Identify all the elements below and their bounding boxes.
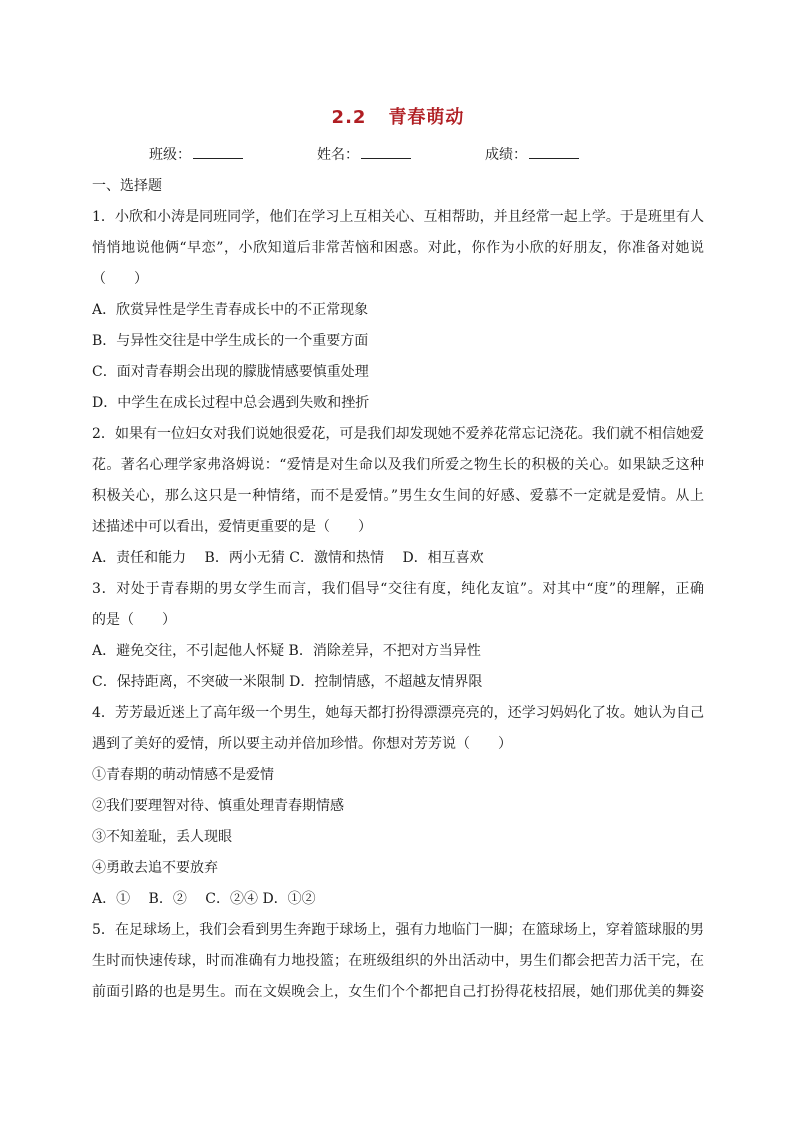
q4-statement-3: ③不知羞耻，丢人现眼 (92, 829, 232, 845)
q1-stem-line-2: 悄悄地说他俩“早恋”，小欣知道后非常苦恼和困惑。对此，你作为小欣的好朋友，你准备对她说 (92, 240, 704, 256)
q1-option-d[interactable]: D．中学生在成长过程中总会遇到失败和挫折 (92, 395, 370, 411)
q3-options-ab[interactable]: A．避免交往，不引起他人怀疑 B．消除差异，不把对方当异性 (92, 643, 481, 659)
q5-stem-line-3: 前面引路的也是男生。而在文娱晚会上，女生们个个都把自己打扮得花枝招展，她们那优美的舞姿 (92, 984, 704, 1000)
q3-options-cd[interactable]: C．保持距离，不突破一米限制 D．控制情感，不超越友情界限 (92, 674, 483, 690)
lesson-number: 2.2 (331, 107, 367, 128)
section-heading: 一、选择题 (92, 178, 162, 194)
q1-option-b[interactable]: B．与异性交往是中学生成长的一个重要方面 (92, 333, 369, 349)
q3-stem-line-1: 3．对处于青春期的男女学生而言，我们倡导“交往有度，纯化友谊”。对其中“度”的理解，正确 (92, 581, 704, 597)
score-blank[interactable] (529, 144, 579, 159)
q2-stem-line-3: 积极关心，那么这只是一种情绪，而不是爱情。”男生女生间的好感、爱慕不一定就是爱情。从上 (92, 488, 704, 504)
q5-stem-line-1: 5．在足球场上，我们会看到男生奔跑于球场上，强有力地临门一脚；在篮球场上，穿着篮球服的男 (92, 922, 704, 938)
name-blank[interactable] (361, 144, 411, 159)
q2-options[interactable]: A．责任和能力 B．两小无猜 C．激情和热情 D．相互喜欢 (92, 550, 484, 566)
q4-statement-2: ②我们要理智对待、慎重处理青春期情感 (92, 798, 344, 814)
question-list (92, 176, 704, 1013)
q4-options[interactable]: A．① B．② C．②④ D．①② (92, 891, 316, 907)
name-field (317, 144, 411, 164)
q1-stem-line-3: （ ） (92, 271, 148, 287)
q3-stem-line-2: 的是（ ） (92, 612, 176, 628)
class-label: 班级： (149, 147, 191, 163)
name-label: 姓名： (317, 147, 359, 163)
page-title (92, 103, 704, 129)
q4-stem-line-2: 遇到了美好的爱情，所以要主动并倍加珍惜。你想对芳芳说（ ） (92, 736, 512, 752)
q1-option-c[interactable]: C．面对青春期会出现的朦胧情感要慎重处理 (92, 364, 369, 380)
q1-stem-line-1: 1．小欣和小涛是同班同学，他们在学习上互相关心、互相帮助，并且经常一起上学。于是班里有人 (92, 209, 704, 225)
q5-stem-line-2: 生时而快速传球，时而准确有力地投篮；在班级组织的外出活动中，男生们都会把苦力活干完，在 (92, 953, 704, 969)
q4-statement-1: ①青春期的萌动情感不是爱情 (92, 767, 274, 783)
q4-stem-line-1: 4．芳芳最近迷上了高年级一个男生，她每天都打扮得漂漂亮亮的，还学习妈妈化了妆。她认为自己 (92, 705, 704, 721)
q2-stem-line-1: 2．如果有一位妇女对我们说她很爱花，可是我们却发现她不爱养花常忘记浇花。我们就不相信她爱 (92, 426, 704, 442)
score-field (485, 144, 579, 164)
q4-statement-4: ④勇敢去追不要放弃 (92, 860, 218, 876)
lesson-title: 青春萌动 (388, 107, 465, 128)
class-field (149, 144, 243, 164)
student-info-row (92, 144, 704, 164)
q2-stem-line-2: 花。著名心理学家弗洛姆说：“爱情是对生命以及我们所爱之物生长的积极的关心。如果缺乏这种 (92, 457, 704, 473)
q2-stem-line-4: 述描述中可以看出，爱情更重要的是（ ） (92, 519, 372, 535)
q1-option-a[interactable]: A．欣赏异性是学生青春成长中的不正常现象 (92, 302, 369, 318)
class-blank[interactable] (193, 144, 243, 159)
score-label: 成绩： (485, 147, 527, 163)
